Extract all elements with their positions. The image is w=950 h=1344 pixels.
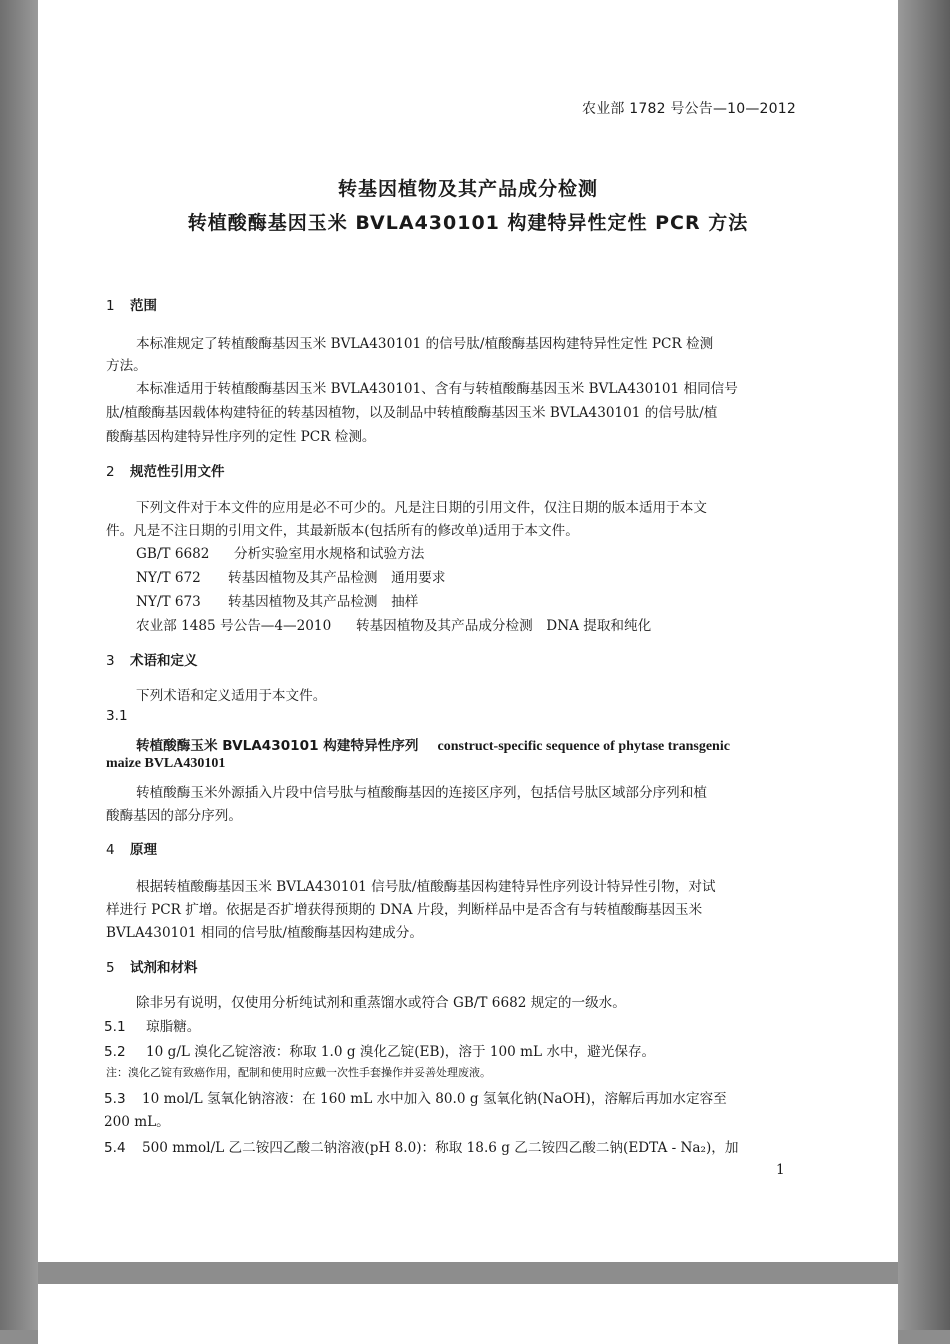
- reference-item: [136, 590, 418, 610]
- subsection-number: 3.1: [106, 708, 128, 724]
- standard-code: 农业部 1782 号公告—10—2012: [582, 101, 796, 117]
- reference-title: 转基因植物及其产品检测 抽样: [228, 594, 419, 610]
- reference-item: [136, 542, 424, 562]
- reference-code: NY/T 673: [136, 594, 201, 610]
- reference-code: 农业部 1485 号公告—4—2010: [136, 618, 332, 634]
- paragraph-line: 下列文件对于本文件的应用是必不可少的。凡是注日期的引用文件，仅注日期的版本适用于本文: [136, 500, 707, 516]
- reference-title: 转基因植物及其产品检测 通用要求: [228, 570, 446, 586]
- term-chinese: 转植酸酶玉米 BVLA430101 构建特异性序列: [136, 738, 419, 754]
- item-5-1: [104, 1015, 200, 1035]
- background-right: [898, 0, 950, 1330]
- paragraph-line: 200 mL。: [104, 1114, 170, 1130]
- section-1-heading: [106, 294, 157, 314]
- section-number: 5: [106, 960, 115, 976]
- reference-item: [136, 614, 651, 634]
- paragraph-line: 本标准规定了转植酸酶基因玉米 BVLA430101 的信号肽/植酸酶基因构建特异性定性 PCR 检测: [136, 336, 714, 352]
- section-title: 原理: [130, 842, 157, 858]
- note-text: 注：溴化乙锭有致癌作用，配制和使用时应戴一次性手套操作并妥善处理废液。: [106, 1066, 491, 1079]
- item-text: 琼脂糖。: [146, 1019, 201, 1035]
- reference-code: NY/T 672: [136, 570, 201, 586]
- item-text: 500 mmol/L 乙二铵四乙酸二钠溶液(pH 8.0)：称取 18.6 g 乙二铵四乙酸二钠(EDTA - Na₂)，加: [142, 1140, 739, 1156]
- paragraph-line: 样进行 PCR 扩增。依据是否扩增获得预期的 DNA 片段，判断样品中是否含有与转植酸酶基因玉米: [106, 902, 703, 918]
- section-number: 2: [106, 464, 115, 480]
- item-number: 5.1: [104, 1019, 126, 1035]
- section-title: 试剂和材料: [130, 960, 198, 976]
- term-english-cont: maize BVLA430101: [106, 756, 226, 771]
- section-number: 4: [106, 842, 115, 858]
- section-title: 规范性引用文件: [130, 464, 225, 480]
- title-line-1: 转基因植物及其产品成分检测: [337, 178, 598, 200]
- paragraph-line: 下列术语和定义适用于本文件。: [136, 688, 327, 704]
- item-text: 10 g/L 溴化乙锭溶液：称取 1.0 g 溴化乙锭(EB)，溶于 100 mL 水中，避光保存。: [146, 1044, 656, 1060]
- section-2-heading: [106, 460, 225, 480]
- item-5-4: [104, 1136, 738, 1156]
- item-5-3: [104, 1087, 727, 1107]
- paragraph-line: 除非另有说明，仅使用分析纯试剂和重蒸馏水或符合 GB/T 6682 规定的一级水。: [136, 995, 626, 1011]
- paragraph-line: BVLA430101 相同的信号肽/植酸酶基因构建成分。: [106, 925, 423, 941]
- item-5-2: [104, 1040, 655, 1060]
- item-text: 10 mol/L 氢氧化钠溶液：在 160 mL 水中加入 80.0 g 氢氧化钠(NaOH)，溶解后再加水定容至: [142, 1091, 727, 1107]
- paragraph-line: 根据转植酸酶基因玉米 BVLA430101 信号肽/植酸酶基因构建特异性序列设计特异性引物，对试: [136, 879, 716, 895]
- section-4-heading: [106, 838, 157, 858]
- paragraph-line: 肽/植酸酶基因载体构建特征的转基因植物，以及制品中转植酸酶基因玉米 BVLA430101 的信号肽/植: [106, 405, 718, 421]
- section-number: 3: [106, 653, 115, 669]
- background-left: [0, 0, 38, 1330]
- term-english: construct-specific sequence of phytase transgenic: [437, 739, 730, 754]
- paragraph-line: 件。凡是不注日期的引用文件，其最新版本(包括所有的修改单)适用于本文件。: [106, 523, 579, 539]
- reference-title: 分析实验室用水规格和试验方法: [234, 546, 425, 562]
- reference-title: 转基因植物及其产品成分检测 DNA 提取和纯化: [356, 618, 652, 634]
- section-title: 术语和定义: [130, 653, 198, 669]
- section-5-heading: [106, 956, 198, 976]
- title-line-2: 转植酸酶基因玉米 BVLA430101 构建特异性定性 PCR 方法: [187, 212, 749, 234]
- paragraph-line: 方法。: [106, 358, 147, 374]
- document-page: [38, 0, 898, 1262]
- item-number: 5.4: [104, 1140, 126, 1156]
- item-number: 5.3: [104, 1091, 126, 1107]
- paragraph-line: 转植酸酶玉米外源插入片段中信号肽与植酸酶基因的连接区序列，包括信号肽区域部分序列和植: [136, 785, 707, 801]
- next-page-edge: [38, 1284, 898, 1344]
- paragraph-line: 本标准适用于转植酸酶基因玉米 BVLA430101、含有与转植酸酶基因玉米 BVLA430101 相同信号: [136, 381, 738, 397]
- page-number: 1: [776, 1162, 785, 1178]
- paragraph-line: 酸酶基因构建特异性序列的定性 PCR 检测。: [106, 429, 376, 445]
- section-title: 范围: [130, 298, 157, 314]
- item-number: 5.2: [104, 1044, 126, 1060]
- reference-code: GB/T 6682: [136, 546, 210, 562]
- paragraph-line: 酸酶基因的部分序列。: [106, 808, 242, 824]
- section-3-heading: [106, 649, 198, 669]
- section-number: 1: [106, 298, 115, 314]
- term-heading: [136, 734, 730, 755]
- reference-item: [136, 566, 446, 586]
